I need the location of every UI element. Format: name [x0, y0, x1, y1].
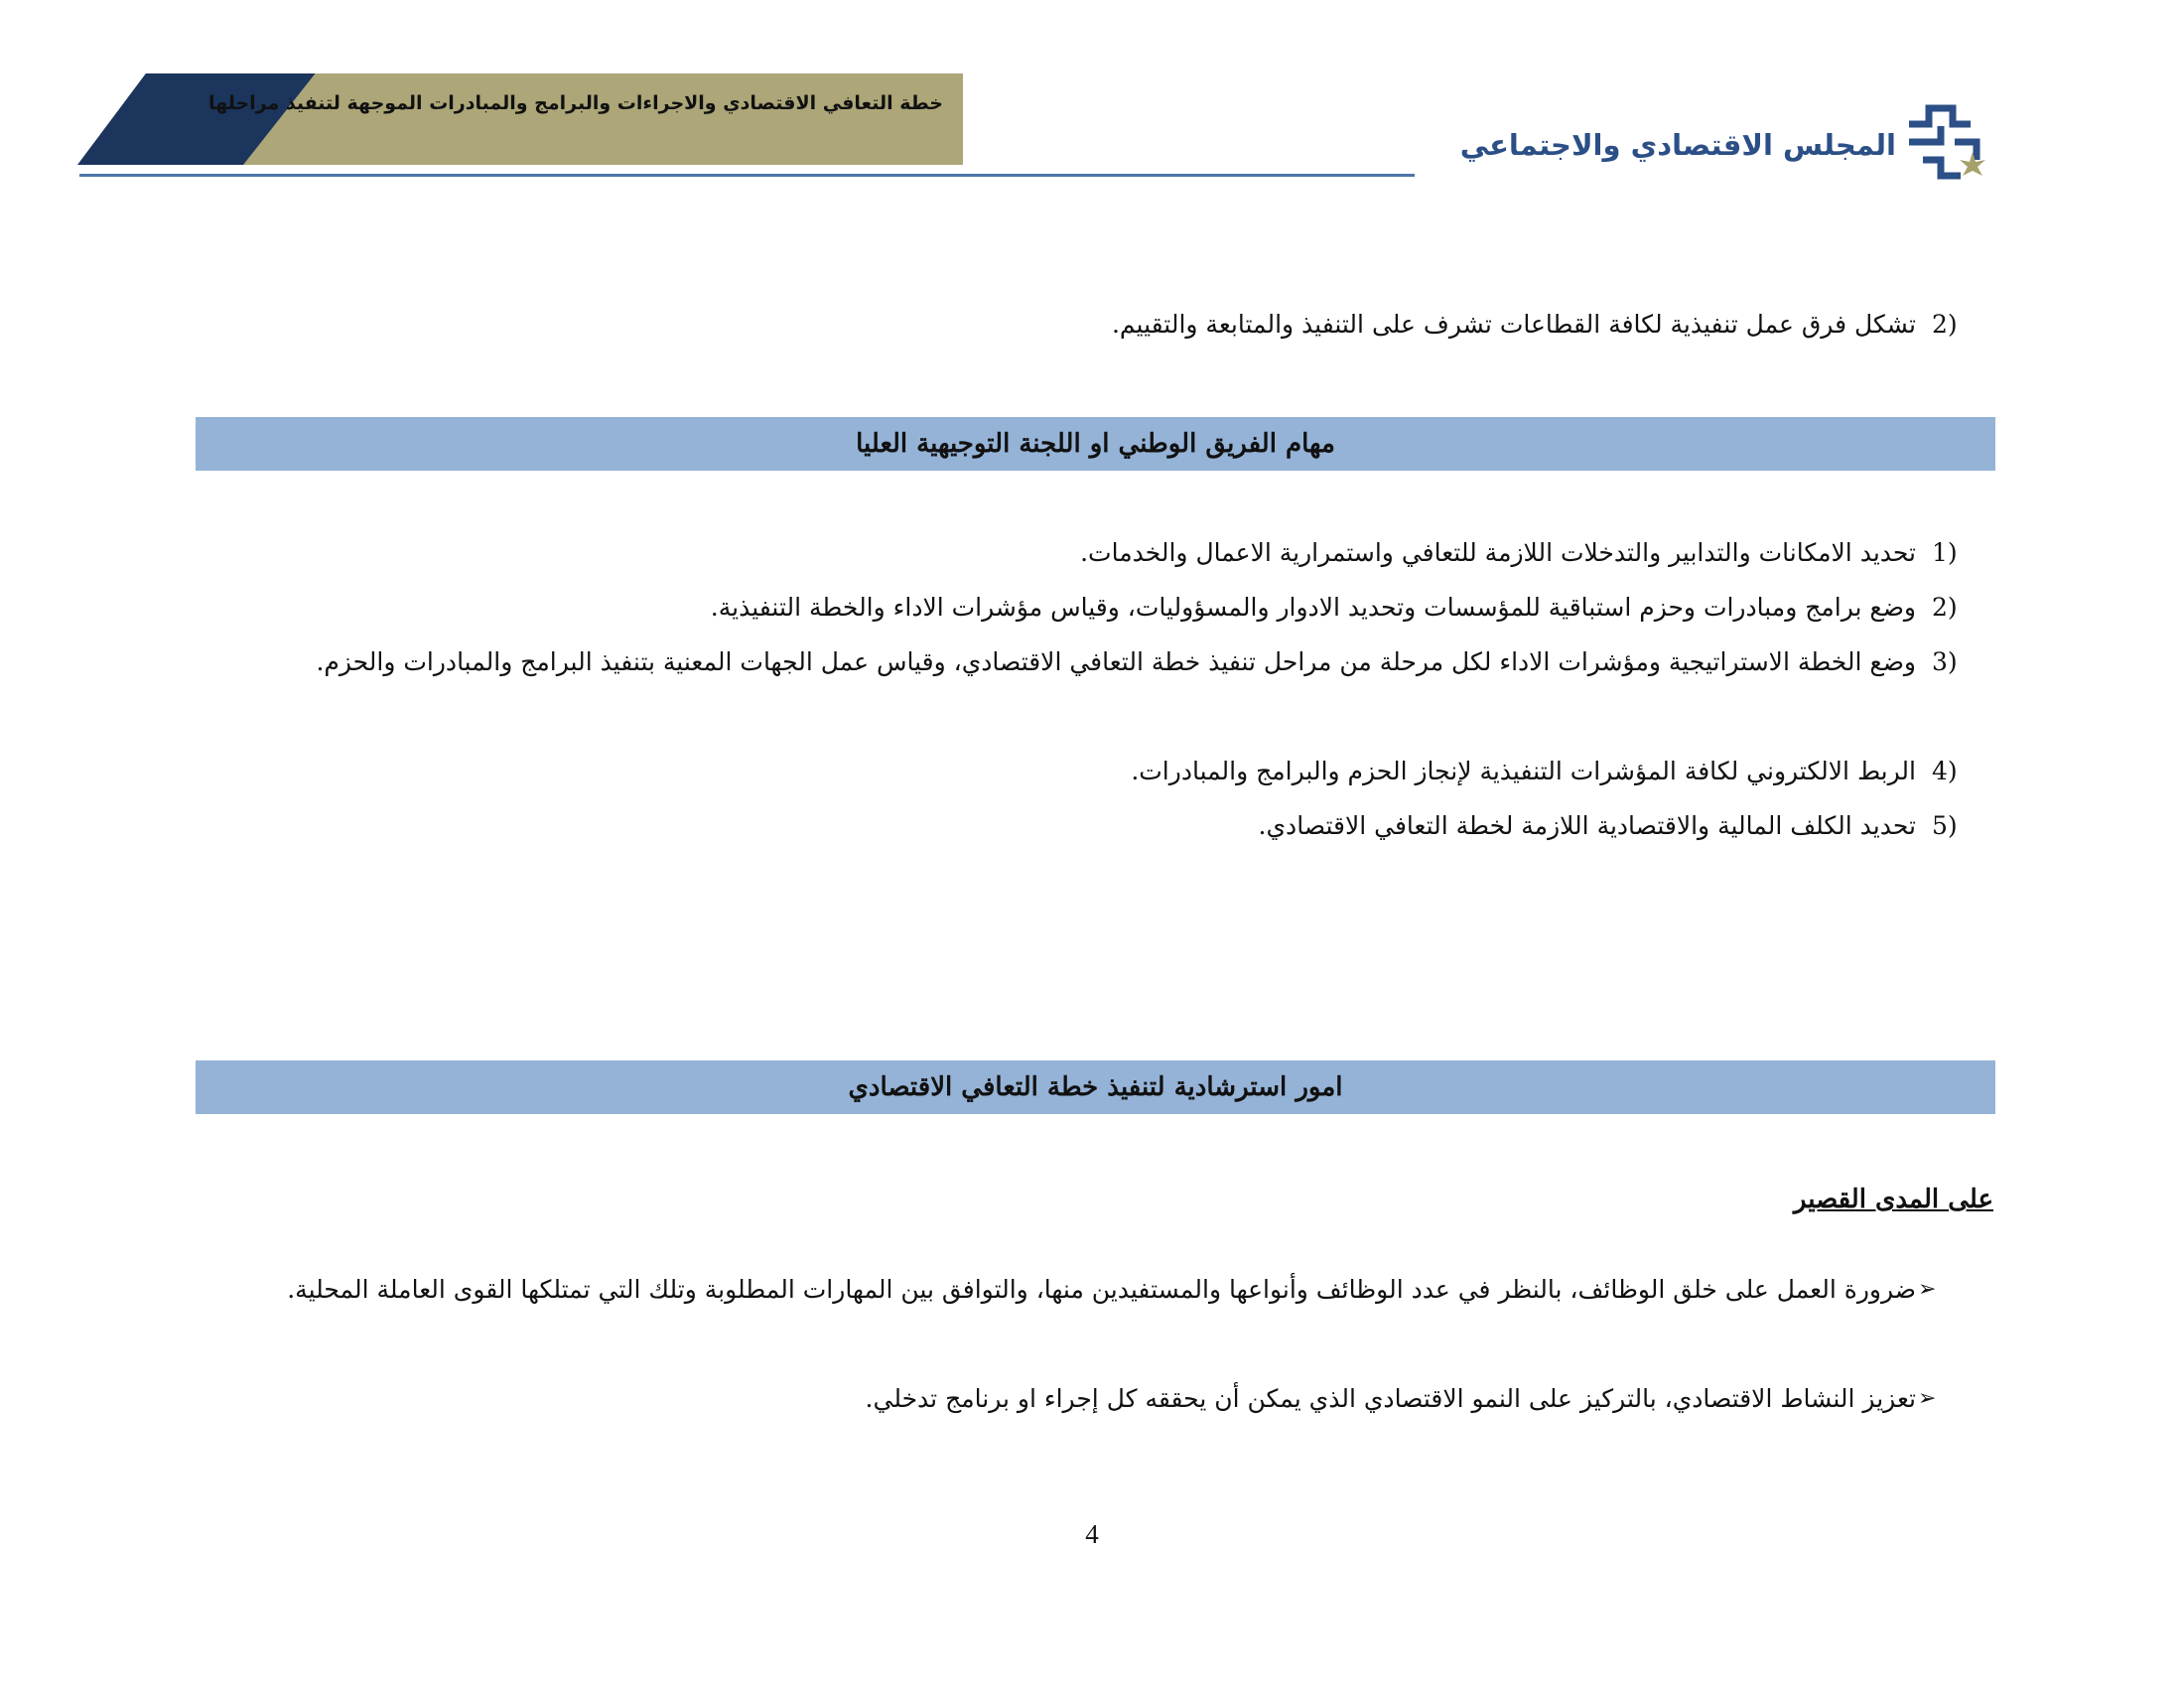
section-heading-guiding-matters: امور استرشادية لتنفيذ خطة التعافي الاقتصادي [196, 1060, 1995, 1114]
bullet-item: ضرورة العمل على خلق الوظائف، بالنظر في عدد الوظائف وأنواعها والمستفيدين منها، والتوافق بين المهارات المطلوبة وتلك التي تمتلكها القوى العاملة المحلية. [287, 1275, 1916, 1304]
intro-item-text: تشكل فرق عمل تنفيذية لكافة القطاعات تشرف على التنفيذ والمتابعة والتقييم. [1111, 310, 1916, 339]
section-heading-national-team-tasks: مهام الفريق الوطني او اللجنة التوجيهية العليا [196, 417, 1995, 471]
list-item: وضع الخطة الاستراتيجية ومؤشرات الاداء لكل مرحلة من مراحل تنفيذ خطة التعافي الاقتصادي، وقياس عمل الجهات المعنية بتنفيذ البرامج والمبادرات والحزم. [316, 647, 1916, 676]
list-item: تحديد الامكانات والتدابير والتدخلات اللازمة للتعافي واستمرارية الاعمال والخدمات. [1080, 538, 1916, 567]
list-item-number: 3) [1932, 647, 1958, 676]
council-logo-icon [1901, 94, 1995, 189]
list-item: الربط الالكتروني لكافة المؤشرات التنفيذية لإنجاز الحزم والبرامج والمبادرات. [1131, 757, 1916, 785]
list-item: وضع برامج ومبادرات وحزم استباقية للمؤسسات وتحديد الادوار والمسؤوليات، وقياس مؤشرات الاداء والخطة التنفيذية. [710, 593, 1916, 622]
bullet-item: تعزيز النشاط الاقتصادي، بالتركيز على النمو الاقتصادي الذي يمكن أن يحققه كل إجراء او برنامج تدخلي. [865, 1384, 1916, 1413]
subheading-short-term: على المدى القصير [1793, 1185, 1993, 1214]
intro-item-number: 2) [1932, 310, 1958, 339]
list-item-number: 5) [1932, 811, 1958, 840]
list-item: تحديد الكلف المالية والاقتصادية اللازمة لخطة التعافي الاقتصادي. [1258, 811, 1916, 840]
bullet-arrow-icon: ➢ [1918, 1277, 1937, 1302]
header-rule [79, 174, 1415, 177]
header-banner-title: خطة التعافي الاقتصادي والاجراءات والبرامج والمبادرات الموجهة لتنفيذ مراحلها [208, 92, 943, 114]
list-item-number: 1) [1932, 538, 1958, 567]
list-item-number: 2) [1932, 593, 1958, 622]
list-item-number: 4) [1932, 757, 1958, 785]
logo-text: المجلس الاقتصادي والاجتماعي [1459, 128, 1896, 162]
page-number: 4 [1085, 1519, 1099, 1549]
bullet-arrow-icon: ➢ [1918, 1386, 1937, 1411]
